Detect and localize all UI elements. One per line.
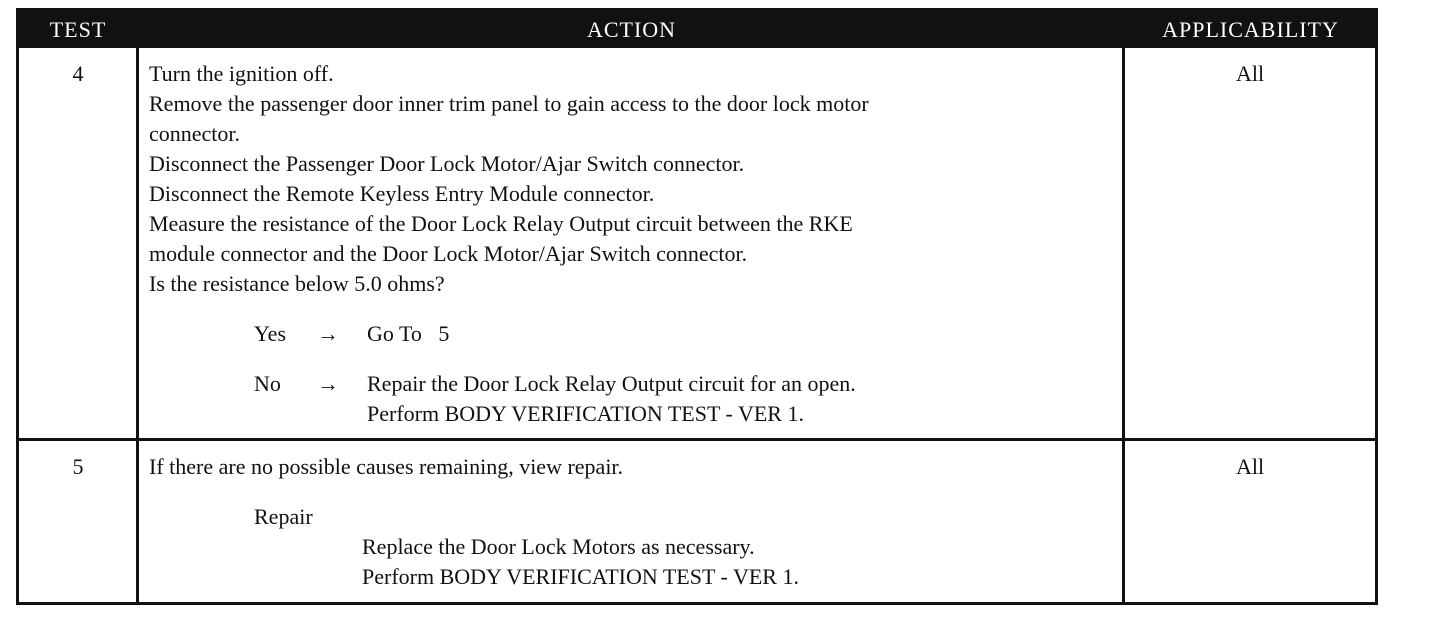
repair-line: Replace the Door Lock Motors as necessary. [362, 534, 755, 559]
diagnostic-table [16, 8, 1378, 605]
row-5-test-number: 5 [72, 454, 84, 479]
repair-label: Repair [254, 504, 313, 529]
header-applicability: APPLICABILITY [1162, 17, 1339, 42]
column-divider [136, 48, 139, 602]
yes-label: Yes [254, 321, 287, 346]
action-line: Is the resistance below 5.0 ohms? [149, 271, 445, 296]
no-result-line: Perform BODY VERIFICATION TEST - VER 1. [367, 401, 804, 426]
action-line: Disconnect the Passenger Door Lock Motor/Ajar Switch connector. [149, 151, 745, 176]
row-4-test-number: 4 [72, 61, 84, 86]
action-line: Remove the passenger door inner trim panel to gain access to the door lock motor [149, 91, 869, 116]
no-result-line: Repair the Door Lock Relay Output circuit for an open. [367, 371, 856, 396]
row-5-action: If there are no possible causes remaining, view repair. [149, 454, 624, 479]
repair-line: Perform BODY VERIFICATION TEST - VER 1. [362, 564, 799, 589]
action-line: Measure the resistance of the Door Lock Relay Output circuit between the RKE [149, 211, 853, 236]
action-line: connector. [149, 121, 241, 146]
action-line: Turn the ignition off. [149, 61, 334, 86]
action-line: module connector and the Door Lock Motor/Ajar Switch connector. [149, 241, 748, 266]
yes-result: Go To 5 [367, 321, 450, 346]
repair-steps [362, 532, 799, 592]
column-divider [1122, 48, 1125, 602]
row-divider [19, 438, 1375, 441]
arrow-icon: → [317, 321, 339, 346]
no-label: No [254, 371, 281, 396]
action-line: Disconnect the Remote Keyless Entry Module connector. [149, 181, 655, 206]
header-action: ACTION [586, 17, 677, 42]
header-test: TEST [49, 17, 107, 42]
table-header [19, 11, 1375, 48]
arrow-icon: → [317, 371, 339, 396]
row-4-action [149, 59, 869, 299]
row-5-applicability: All [1235, 454, 1265, 479]
no-result [367, 369, 856, 429]
row-4-applicability: All [1235, 61, 1265, 86]
